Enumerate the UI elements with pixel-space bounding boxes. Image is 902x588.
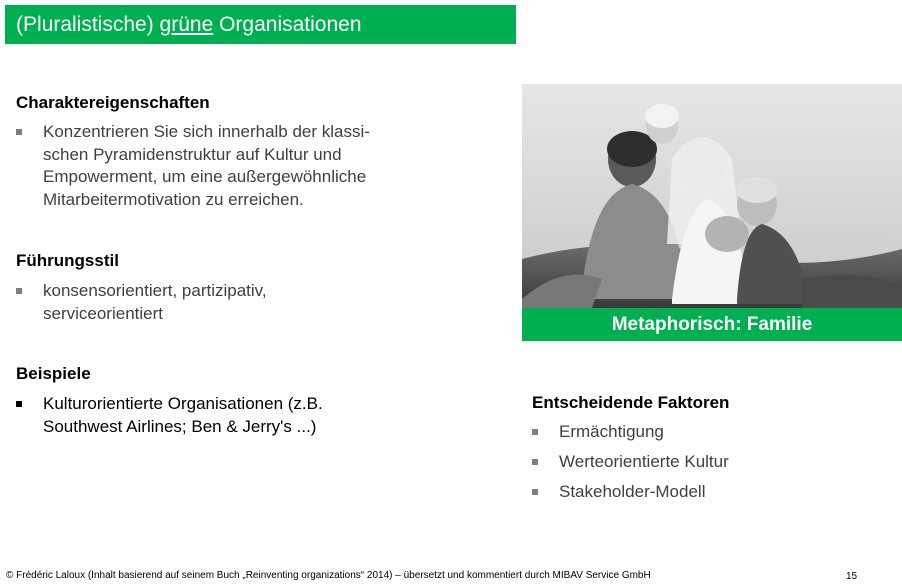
factor-item xyxy=(532,451,892,475)
factor-item xyxy=(532,421,892,445)
family-photo xyxy=(522,84,902,308)
bullet-square-icon xyxy=(532,429,538,435)
title-text-before: (Pluralistische) xyxy=(16,12,160,36)
bullet-square-icon xyxy=(16,288,22,294)
slide-title xyxy=(5,5,516,44)
family-photo-image xyxy=(522,84,902,308)
bullet-fuehrungsstil xyxy=(16,280,436,326)
factor-text: Ermächtigung xyxy=(559,422,664,441)
bullet-charaktereigenschaften xyxy=(16,121,436,213)
footer-credit: © Frédéric Laloux (Inhalt basierend auf seinem Buch „Reinventing organizations“ 2014) – übersetzt und kommentiert durch MIBAV Service GmbH xyxy=(6,570,651,581)
factor-text: Werteorientierte Kultur xyxy=(559,452,729,471)
factor-text: Stakeholder-Modell xyxy=(559,482,706,501)
heading-charaktereigenschaften: Charaktereigenschaften xyxy=(16,93,210,112)
heading-fuehrungsstil: Führungsstil xyxy=(16,251,119,270)
photo-caption: Metaphorisch: Familie xyxy=(522,308,902,341)
bullet-square-icon xyxy=(532,459,538,465)
bullet-text: konsensorientiert, partizipativ, serviceorientiert xyxy=(43,281,267,323)
heading-entscheidende-faktoren: Entscheidende Faktoren xyxy=(532,393,730,412)
title-text-underlined: grüne xyxy=(159,12,214,36)
factor-item xyxy=(532,481,892,505)
bullet-text: Konzentrieren Sie sich innerhalb der klassi- schen Pyramidenstruktur auf Kultur und Empowerment, um eine außergewöhnliche Mitarbeitermotivation zu erreichen. xyxy=(43,122,370,209)
bullet-beispiele xyxy=(16,393,436,439)
bullet-square-icon xyxy=(16,401,22,407)
heading-beispiele: Beispiele xyxy=(16,364,91,383)
bullet-text: Kulturorientierte Organisationen (z.B. Southwest Airlines; Ben & Jerry's ...) xyxy=(43,394,323,436)
page-number: 15 xyxy=(846,571,858,582)
bullet-square-icon xyxy=(532,489,538,495)
title-text-after: Organisationen xyxy=(213,12,362,36)
bullet-square-icon xyxy=(16,129,22,135)
